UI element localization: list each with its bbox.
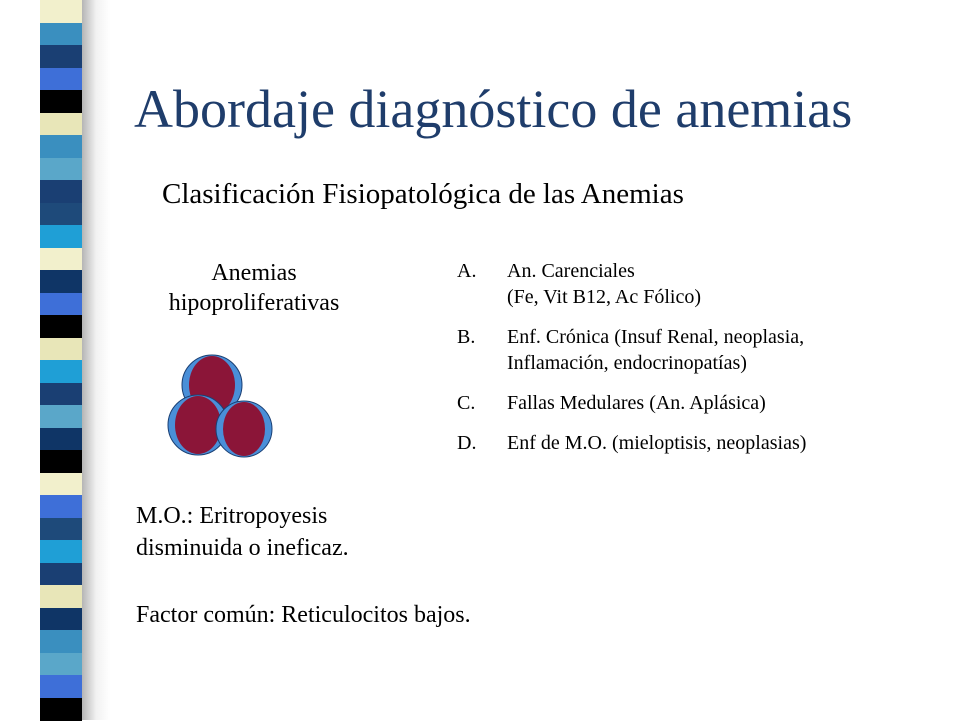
- item-line1: Enf de M.O. (mieloptisis, neoplasias): [507, 432, 807, 454]
- item-line2: Inflamación, endocrinopatías): [507, 352, 747, 374]
- stripe-segment: [40, 135, 82, 158]
- classification-item-c: [457, 390, 937, 416]
- stripe-segment: [40, 45, 82, 68]
- stripe-segment: [40, 698, 82, 721]
- left-heading-line1: Anemias: [211, 260, 297, 286]
- stripe-segment: [40, 495, 82, 518]
- stripe-segment: [40, 90, 82, 113]
- stripe-segment: [40, 563, 82, 586]
- slide-title: Abordaje diagnóstico de anemias: [134, 79, 853, 139]
- stripe-segment: [40, 338, 82, 361]
- stripe-segment: [40, 540, 82, 563]
- stripe-segment: [40, 630, 82, 653]
- stripe-segment: [40, 518, 82, 541]
- stripe-segment: [40, 675, 82, 698]
- classification-item-a: [457, 258, 937, 310]
- decorative-stripe-bar: [40, 0, 82, 720]
- item-letter: D.: [457, 432, 477, 454]
- common-factor-note: Factor común: Reticulocitos bajos.: [136, 602, 471, 628]
- item-line2: (Fe, Vit B12, Ac Fólico): [507, 286, 701, 308]
- stripe-segment: [40, 23, 82, 46]
- stripe-segment: [40, 405, 82, 428]
- stripe-segment: [40, 225, 82, 248]
- item-line1: An. Carenciales: [507, 260, 635, 282]
- stripe-segment: [40, 473, 82, 496]
- item-letter: A.: [457, 260, 477, 282]
- red-blood-cell-bottom-right: [216, 401, 272, 457]
- left-heading: [124, 258, 384, 318]
- stripe-segment: [40, 293, 82, 316]
- left-heading-line2: hipoproliferativas: [168, 290, 340, 316]
- bone-marrow-note: [136, 500, 436, 564]
- stripe-segment: [40, 428, 82, 451]
- stripe-shadow: [82, 0, 110, 720]
- stripe-segment: [40, 158, 82, 181]
- item-letter: C.: [457, 392, 476, 414]
- stripe-segment: [40, 383, 82, 406]
- stripe-segment: [40, 315, 82, 338]
- slide-subtitle: Clasificación Fisiopatológica de las Anemias: [162, 178, 684, 210]
- classification-item-b: [457, 324, 937, 376]
- stripe-segment: [40, 0, 82, 23]
- stripe-segment: [40, 360, 82, 383]
- stripe-segment: [40, 270, 82, 293]
- stripe-segment: [40, 180, 82, 203]
- stripe-segment: [40, 113, 82, 136]
- bone-marrow-note-line2: disminuida o ineficaz.: [136, 535, 349, 561]
- item-letter: B.: [457, 326, 476, 348]
- stripe-segment: [40, 450, 82, 473]
- item-line1: Enf. Crónica (Insuf Renal, neoplasia,: [507, 326, 805, 348]
- stripe-segment: [40, 68, 82, 91]
- bone-marrow-note-line1: M.O.: Eritropoyesis: [136, 503, 328, 529]
- classification-item-d: [457, 430, 937, 456]
- stripe-segment: [40, 203, 82, 226]
- item-line1: Fallas Medulares (An. Aplásica): [507, 392, 766, 414]
- stripe-segment: [40, 653, 82, 676]
- classification-list: [457, 258, 937, 470]
- red-blood-cells-illustration: [160, 352, 290, 462]
- stripe-segment: [40, 248, 82, 271]
- stripe-segment: [40, 608, 82, 631]
- stripe-segment: [40, 585, 82, 608]
